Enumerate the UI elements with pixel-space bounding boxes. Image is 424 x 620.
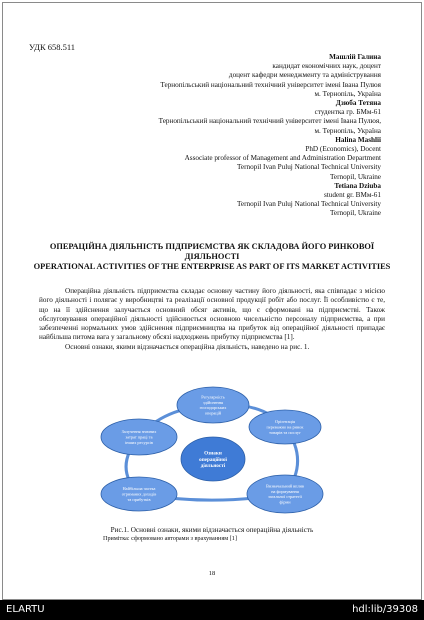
author-affiliation-line: Associate professor of Management and Administration Department: [184, 154, 381, 163]
udc-code: УДК 658.511: [29, 42, 76, 52]
diagram-node-top: [177, 387, 249, 423]
author-name: Дзюба Тетяна: [335, 99, 381, 108]
author-name: Машлій Галина: [329, 53, 381, 61]
diagram-node-bottom-right: [247, 475, 323, 513]
author-affiliation-line: Ternopil Ivan Puluj National Technical University: [237, 200, 381, 209]
title-english: OPERATIONAL ACTIVITIES OF THE ENTERPRISE AS PART OF ITS MARKET ACTIVITIES: [33, 262, 391, 271]
diagram-node-top-left: [101, 419, 177, 455]
author-affiliation-line: PhD (Economics), Docent: [305, 145, 381, 154]
diagram-node-top-right-text: товарів та послуг: [269, 429, 301, 435]
diagram-node-bottom-right-text: на формування: [271, 488, 299, 494]
diagram-node-top-text: Регулярність: [201, 394, 225, 400]
author-block: [61, 53, 381, 219]
diagram-node-bottom-left: [101, 477, 177, 511]
author-affiliation-line: Тернопільський національний технічний університет імені Івана Пулюя: [160, 80, 381, 89]
diagram-node-top-right-text: переважно на ринок: [266, 424, 304, 430]
paragraph: Операційна діяльність підприємства складає основну частину його діяльності, яка співпадає з місією його діяльності і полягає у виробництві та реалізації основної продукції робіт або послуг. Її особливістю є те, що на її здійснення залучається основний обсяг активів, що є сформовані на підприємстві. Також обслуговування операційної діяльності здійснюється основною чисельністю персоналу підприємства, а при забезпеченні нормальних умов здійснення підприємництва на прибуток від операційної діяльності припадає найбільша питома вага у загальному обсязі надходжень прибутку підприємства [1].: [39, 287, 385, 342]
diagram-node-top-left-text: затрат праці та: [125, 434, 153, 440]
paragraph: Основні ознаки, якими відзначається операційна діяльність, наведено на рис. 1.: [65, 342, 310, 351]
handle-id: hdl:lib/39308: [352, 604, 418, 615]
diagram-node-top-left-text: інших ресурсів: [125, 439, 153, 445]
diagram-node-top-right-text: Орієнтація: [275, 419, 295, 425]
diagram-center-node: [181, 437, 245, 481]
page-number: 18: [208, 570, 216, 577]
figure-caption: Рис.1. Основні ознаки, якими відзначається операційна діяльність: [110, 526, 314, 534]
diagram-node-bottom-right-text: фірми: [279, 499, 291, 505]
author-affiliation-line: кандидат економічних наук, доцент: [272, 62, 381, 71]
repository-name: ELARTU: [6, 604, 45, 615]
title-ukrainian: ОПЕРАЦІЙНА ДІЯЛЬНІСТЬ ПІДПРИЄМСТВА ЯК СКЛАДОВА ЙОГО РИНКОВОЇ ДІЯЛЬНОСТІ: [49, 242, 375, 261]
article-title: [33, 242, 391, 272]
author-affiliation-line: м. Тернопіль, Україна: [314, 89, 381, 98]
diagram-node-top-right: [249, 410, 321, 444]
diagram-node-bottom-left-text: та прибутків: [127, 496, 151, 502]
diagram-node-top-left-text: Залучення значних: [121, 429, 157, 435]
diagram-center-node-text: Ознаки: [204, 450, 222, 457]
author-affiliation-line: student gr. BMм-61: [323, 191, 381, 200]
diagram-center-node-text: операційної: [199, 456, 227, 463]
diagram-node-top-text: здійснення: [203, 399, 223, 405]
author-affiliation-line: м. Тернопіль, Україна: [314, 126, 381, 135]
author-affiliation-line: Ternopil, Ukraine: [330, 209, 381, 218]
diagram-node-bottom-left-text: Найбільша частка: [122, 486, 156, 492]
author-affiliation-line: Тернопільський національний технічний університет імені Івана Пулюя,: [158, 117, 381, 126]
author-affiliation-line: студентка гр. БМм-61: [314, 108, 381, 117]
diagram-node-bottom-right-text: Визначальний вплив: [266, 483, 304, 489]
figure-note: Примітка: сформовано авторами з врахуванням [1]: [103, 535, 237, 542]
author-affiliation-line: Ternopil, Ukraine: [330, 172, 381, 181]
author-affiliation-line: Ternopil Ivan Puluj National Technical University: [237, 163, 381, 172]
author-name: Halina Mashlii: [335, 135, 381, 144]
paper-page: [2, 2, 422, 600]
diagram-node-bottom-right-text: загальної стратегії: [268, 494, 302, 500]
diagram-node-top-text: операцій: [204, 410, 222, 416]
author-affiliation-line: доцент кафедри менеджменту та адміністрування: [228, 71, 381, 80]
diagram-node-top-text: господарських: [199, 405, 227, 411]
diagram-center-node-text: діяльності: [200, 463, 226, 470]
article-body: [39, 287, 385, 352]
features-diagram: [95, 383, 331, 523]
diagram-node-bottom-left-text: отриманих доходів: [121, 491, 157, 497]
repository-footer: [0, 600, 424, 620]
author-name: Tetiana Dziuba: [334, 181, 381, 190]
